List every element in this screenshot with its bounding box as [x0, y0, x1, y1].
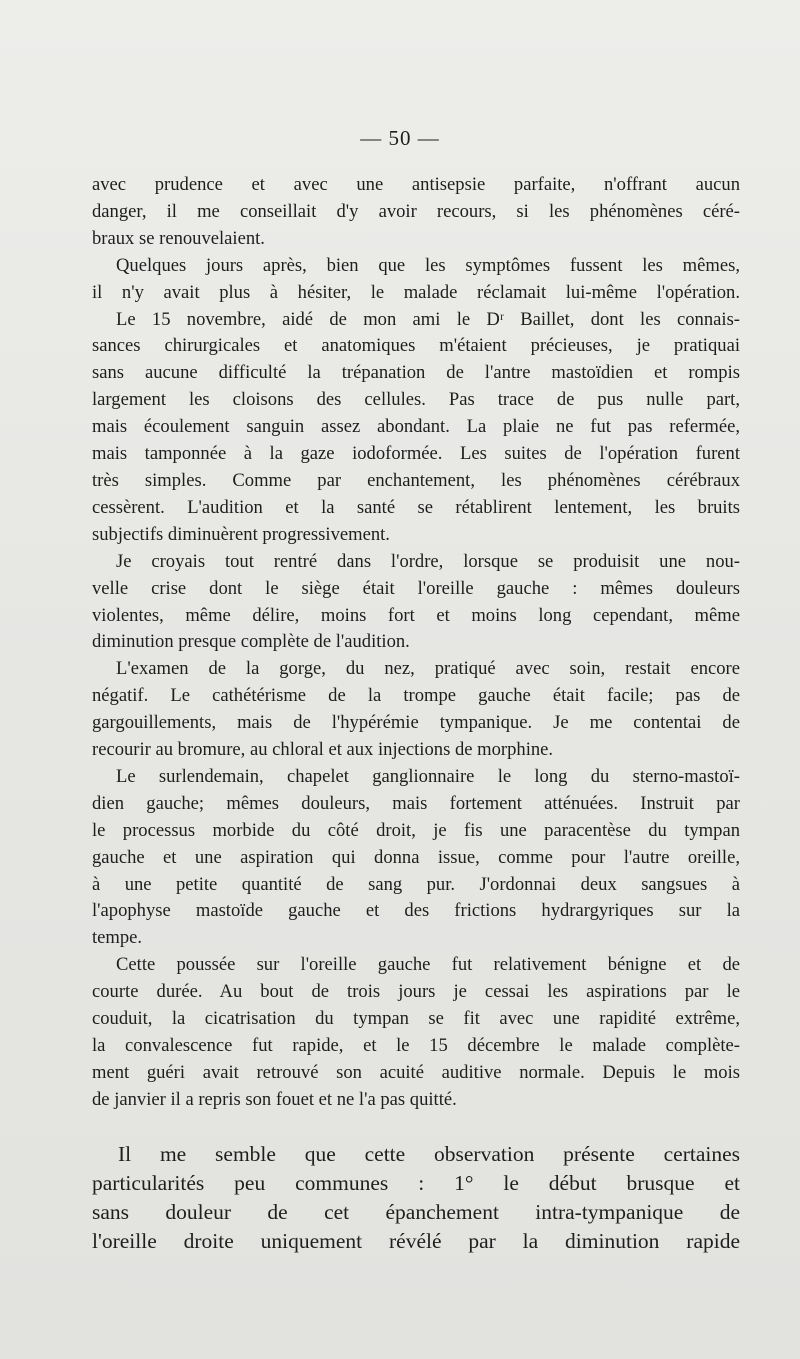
- text-line: Cette poussée sur l'oreille gauche fut relativement bénigne et de: [116, 954, 740, 976]
- paragraph-4: [92, 549, 740, 657]
- text-line: L'examen de la gorge, du nez, pratiqué avec soin, restait encore: [116, 658, 740, 680]
- paragraph-1: [92, 172, 740, 253]
- text-line: subjectifs diminuèrent progressivement.: [92, 523, 390, 545]
- text-line: velle crise dont le siège était l'oreille gauche : mêmes douleurs: [92, 577, 740, 599]
- closing-paragraph: [92, 1140, 740, 1256]
- text-line: Il me semble que cette observation présente certaines: [118, 1142, 740, 1166]
- text-line: cessèrent. L'audition et la santé se rétablirent lentement, les bruits: [92, 496, 740, 518]
- text-line: négatif. Le cathétérisme de la trompe gauche était facile; pas de: [92, 685, 740, 707]
- text-line: la convalescence fut rapide, et le 15 décembre le malade complète-: [92, 1035, 740, 1056]
- page-number: — 50 —: [360, 126, 440, 150]
- paragraph-6: [92, 764, 740, 952]
- text-line: recourir au bromure, au chloral et aux injections de morphine.: [92, 739, 554, 761]
- text-line: Le 15 novembre, aidé de mon ami le Dʳ Baillet, dont les connais-: [116, 308, 740, 330]
- text-line: à une petite quantité de sang pur. J'ordonnai deux sangsues à: [92, 873, 740, 895]
- text-line: mais écoulement sanguin assez abondant. La plaie ne fut pas refermée,: [92, 416, 740, 438]
- text-line: largement les cloisons des cellules. Pas trace de pus nulle part,: [92, 389, 740, 411]
- paragraph-7: [92, 952, 740, 1113]
- text-line: sances chirurgicales et anatomiques m'étaient précieuses, je pratiquai: [92, 335, 740, 357]
- body-text: [92, 172, 740, 1114]
- text-line: couduit, la cicatrisation du tympan se fit avec une rapidité extrême,: [92, 1008, 740, 1030]
- text-line: avec prudence et avec une antisepsie parfaite, n'offrant aucun: [92, 174, 740, 195]
- text-line: sans douleur de cet épanchement intra-tympanique de: [92, 1200, 740, 1224]
- text-line: de janvier il a repris son fouet et ne l'a pas quitté.: [92, 1088, 457, 1110]
- text-line: ment guéri avait retrouvé son acuité auditive normale. Depuis le mois: [92, 1061, 740, 1083]
- text-line: tempe.: [92, 927, 143, 949]
- text-line: danger, il me conseillait d'y avoir recours, si les phénomènes céré-: [92, 200, 740, 222]
- text-line: gargouillements, mais de l'hypérémie tympanique. Je me contentai de: [92, 712, 740, 734]
- text-line: dien gauche; mêmes douleurs, mais fortement atténuées. Instruit par: [92, 792, 740, 814]
- text-line: mais tamponnée à la gaze iodoformée. Les suites de l'opération furent: [92, 443, 740, 465]
- text-line: violentes, même délire, moins fort et moins long cependant, même: [92, 604, 740, 626]
- text-line: l'oreille droite uniquement révélé par la diminution rapide: [92, 1229, 740, 1253]
- text-line: braux se renouvelaient.: [92, 227, 265, 249]
- text-line: Le surlendemain, chapelet ganglionnaire le long du sterno-mastoï-: [116, 765, 740, 787]
- text-line: l'apophyse mastoïde gauche et des frictions hydrargyriques sur la: [92, 900, 740, 922]
- text-line: très simples. Comme par enchantement, les phénomènes cérébraux: [92, 469, 740, 491]
- paragraph-2: [92, 253, 740, 307]
- text-line: particularités peu communes : 1° le début brusque et: [92, 1171, 740, 1195]
- text-line: Quelques jours après, bien que les symptômes fussent les mêmes,: [116, 254, 740, 276]
- text-line: sans aucune difficulté la trépanation de l'antre mastoïdien et rompis: [92, 362, 740, 384]
- paragraph-8: [92, 1140, 740, 1256]
- text-line: diminution presque complète de l'audition.: [92, 631, 410, 653]
- text-line: le processus morbide du côté droit, je fis une paracentèse du tympan: [92, 819, 740, 841]
- text-line: Je croyais tout rentré dans l'ordre, lorsque se produisit une nou-: [116, 550, 740, 572]
- text-line: gauche et une aspiration qui donna issue, comme pour l'autre oreille,: [92, 846, 740, 868]
- paragraph-3: [92, 307, 740, 549]
- text-line: il n'y avait plus à hésiter, le malade réclamait lui-même l'opération.: [92, 281, 740, 303]
- text-line: courte durée. Au bout de trois jours je cessai les aspirations par le: [92, 981, 740, 1003]
- paragraph-5: [92, 656, 740, 764]
